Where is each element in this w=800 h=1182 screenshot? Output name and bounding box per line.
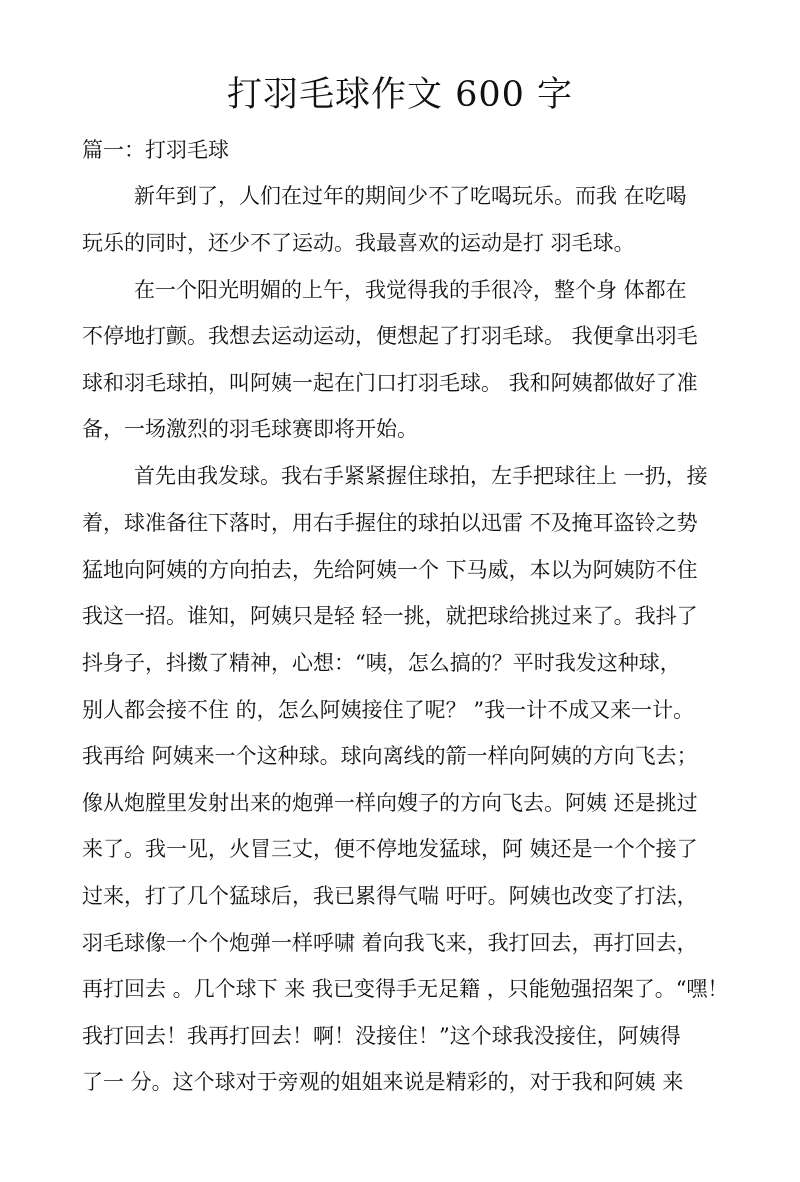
text-line: 再打回去 。几个球下 来 我已变得手无足籍 ，只能勉强招架了。“嘿！ (82, 977, 729, 1001)
text-line: 过来，打了几个猛球后，我已累得气喘 吁吁。阿姨也改变了打法， (82, 884, 698, 908)
text-line: 我这一招。谁知，阿姨只是轻 轻一挑，就把球给挑过来了。我抖了 (82, 604, 698, 628)
page-title: 打羽毛球作文 600 字 (226, 75, 574, 115)
text-line: 我打回去！我再打回去！啊！没接住！”这个球我没接住，阿姨得 (82, 1024, 681, 1048)
text-line: 首先由我发球。我右手紧紧握住球拍，左手把球往上 一扔，接 (134, 464, 708, 488)
text-line: 别人都会接不住 的，怎么阿姨接住了呢？ ”我一计不成又来一计。 (82, 698, 695, 722)
text-line: 来了。我一见，火冒三丈，便不停地发猛球，阿 姨还是一个个接了 (82, 837, 698, 861)
text-line: 羽毛球像一个个炮弹一样呼啸 着向我飞来，我打回去，再打回去， (82, 931, 698, 955)
text-line: 在一个阳光明媚的上午，我觉得我的手很冷，整个身 体都在 (134, 278, 687, 302)
text-line: 玩乐的同时，还少不了运动。我最喜欢的运动是打 羽毛球。 (82, 231, 635, 255)
text-line: 抖身子，抖擞了精神，心想：“咦，怎么搞的？平时我发这种球， (82, 651, 681, 675)
text-line: 我再给 阿姨来一个这种球。球向离线的箭一样向阿姨的方向飞去； (82, 744, 698, 768)
text-line: 不停地打颤。我想去运动运动，便想起了打羽毛球。 我便拿出羽毛 (82, 324, 698, 348)
text-line: 备，一场激烈的羽毛球赛即将开始。 (82, 417, 418, 441)
text-line: 新年到了，人们在过年的期间少不了吃喝玩乐。而我 在吃喝 (134, 184, 687, 208)
text-line: 像从炮膛里发射出来的炮弹一样向嫂子的方向飞去。阿姨 还是挑过 (82, 791, 698, 815)
text-line: 了一 分。这个球对于旁观的姐姐来说是精彩的，对于我和阿姨 来 (82, 1070, 684, 1094)
section-heading: 篇一：打羽毛球 (82, 138, 229, 162)
text-line: 着，球准备往下落时，用右手握住的球拍以迅雷 不及掩耳盗铃之势 (82, 511, 698, 535)
text-line: 球和羽毛球拍，叫阿姨一起在门口打羽毛球。 我和阿姨都做好了准 (82, 371, 698, 395)
text-line: 猛地向阿姨的方向拍去，先给阿姨一个 下马威，本以为阿姨防不住 (82, 558, 698, 582)
